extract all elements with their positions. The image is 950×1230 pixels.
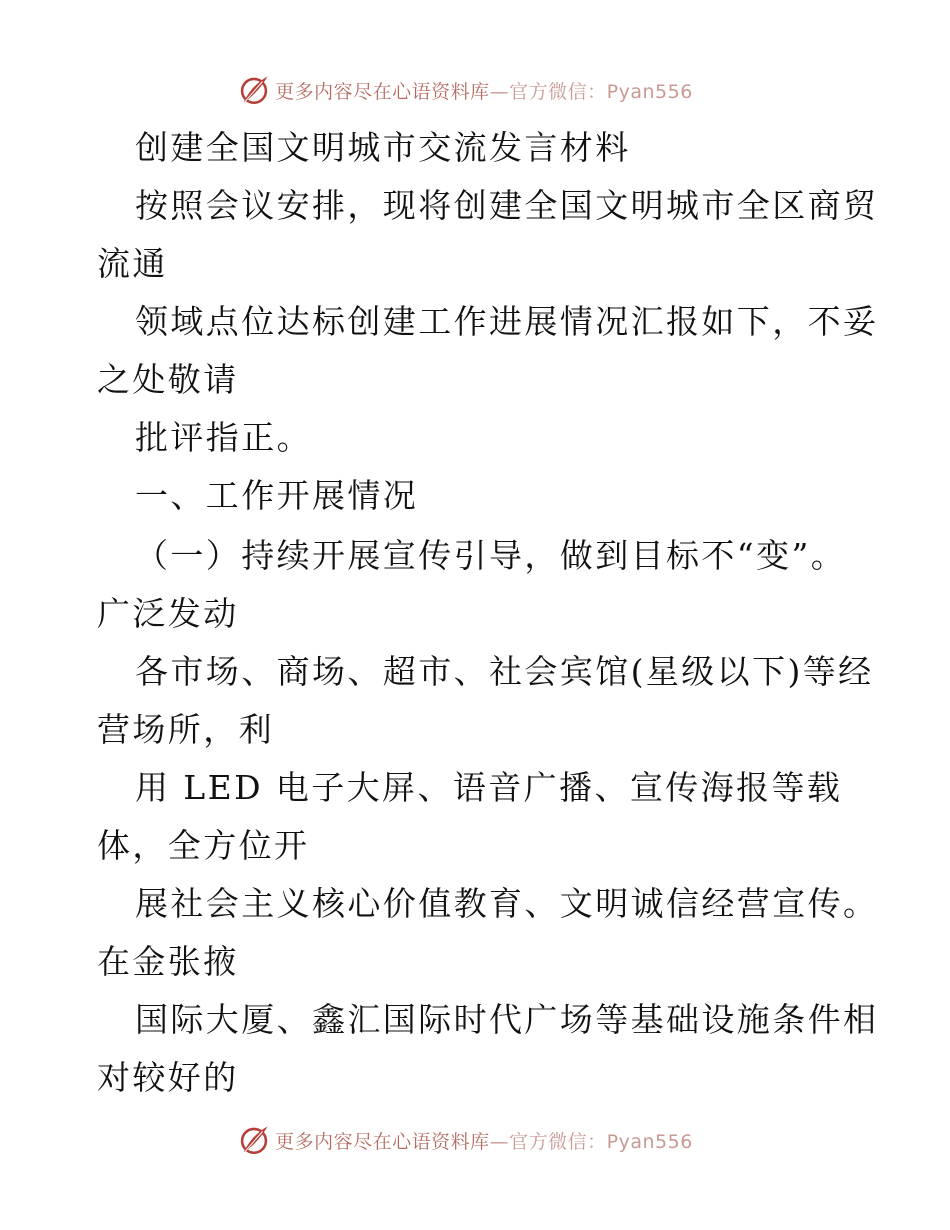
paragraph-line: 营场所，利 xyxy=(97,710,274,749)
paragraph-line: 体，全方位开 xyxy=(97,826,310,865)
footer-watermark xyxy=(0,1120,950,1160)
watermark-text: 更多内容尽在心语资料库—官方微信：Pyan556 xyxy=(275,80,693,103)
feather-pen-logo-icon xyxy=(237,1123,271,1157)
subsection-heading: （一）持续开展宣传引导，做到目标不“变”。 xyxy=(135,536,847,575)
paragraph-line: 之处敬请 xyxy=(97,360,239,399)
watermark-text: 更多内容尽在心语资料库—官方微信：Pyan556 xyxy=(275,1130,693,1153)
document-title: 创建全国文明城市交流发言材料 xyxy=(135,128,631,167)
paragraph-line: 国际大厦、鑫汇国际时代广场等基础设施条件相 xyxy=(135,1000,879,1039)
paragraph-line: 在金张掖 xyxy=(97,942,239,981)
paragraph-line: 各市场、商场、超市、社会宾馆(星级以下)等经 xyxy=(135,652,874,691)
paragraph-line: 展社会主义核心价值教育、文明诚信经营宣传。 xyxy=(135,884,879,923)
paragraph-line: 领域点位达标创建工作进展情况汇报如下，不妥 xyxy=(135,302,879,341)
section-heading: 一、工作开展情况 xyxy=(135,476,419,515)
paragraph-line: 广泛发动 xyxy=(97,594,239,633)
paragraph-line: 对较好的 xyxy=(97,1058,239,1097)
paragraph-line: 按照会议安排，现将创建全国文明城市全区商贸 xyxy=(135,186,879,225)
paragraph-line: 用 LED 电子大屏、语音广播、宣传海报等载 xyxy=(135,768,843,807)
paragraph-line: 批评指正。 xyxy=(135,418,312,457)
paragraph-line: 流通 xyxy=(97,244,168,283)
